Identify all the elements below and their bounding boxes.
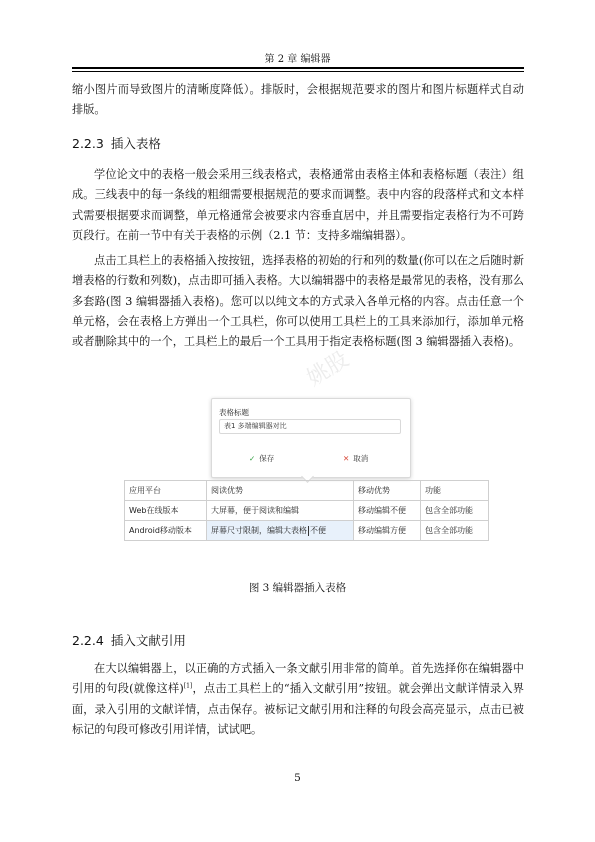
table-cell[interactable]: 移动编辑方便 (354, 521, 421, 541)
paragraph-text: 在大以编辑器上，以正确的方式插入一条文献引用非常的简单。首先选择你在编辑器中引用的句段(就像这样) (72, 662, 524, 696)
close-icon: ✕ (343, 454, 350, 463)
table-cell[interactable]: 应用平台 (125, 481, 207, 501)
section-heading-224 (72, 631, 186, 649)
body-paragraph-1: 学位论文中的表格一般会采用三线表格式，表格通常由表格主体和表格标题（表注）组成。三线表中的每一条线的粗细需要根据规范的要求而调整。表中内容的段落样式和文本样式需要根据要求而调整，单元格通常会被要求内容垂直居中，并且需要指定表格行为不可跨页段行。在前一节中有关于表格的示例（2.1 节：支持多端编辑器）。 (72, 168, 524, 242)
table-row (125, 521, 489, 541)
section-title: 插入表格 (110, 136, 161, 151)
section-number: 2.2.3 (72, 136, 104, 151)
paragraph-text: ，点击工具栏上的“插入文献引用”按钮。就会弹出文献详情录入界面，录入引用的文献详情，点击保存。被标记文献引用和注释的句段会高亮显示，点击已被标记的句段可修改引用详情，试试吧。 (72, 682, 524, 736)
body-paragraph-2: 点击工具栏上的表格插入按按钮，选择表格的初始的行和列的数量(你可以在之后随时新增表格的行数和列数)，点击即可插入表格。大以编辑器中的表格是最常见的表格，没有那么多套路(图 3 编辑器插入表格)。您可以以纯文本的方式录入各单元格的内容。点击任意一个单元格，会在表格上方弹出一个工具栏，你可以使用工具栏上的工具来添加行，添加单元格或者删除其中的一个，工具栏上的最后一个工具用于指定表格标题(图 3 编辑器插入表格)。 (72, 254, 524, 349)
caption-input[interactable]: 表1 多端编辑器对比 (219, 419, 401, 434)
watermark: 姚股 (302, 346, 354, 392)
sample-table (124, 480, 489, 541)
table-caption-popup (211, 398, 411, 478)
check-icon: ✓ (249, 454, 256, 463)
header-rule-thin (72, 71, 524, 72)
table-cell[interactable]: 移动编辑不便 (354, 501, 421, 521)
table-cell[interactable]: 功能 (421, 481, 489, 501)
section-number: 2.2.4 (72, 633, 104, 648)
table-cell[interactable]: 移动优势 (354, 481, 421, 501)
table-cell[interactable]: 阅读优势 (207, 481, 354, 501)
header-rule-thick (72, 67, 524, 69)
save-button[interactable] (249, 453, 274, 464)
table-cell[interactable]: Web在线版本 (125, 501, 207, 521)
section-title: 插入文献引用 (110, 633, 186, 648)
save-label: 保存 (259, 454, 275, 463)
body-paragraph-3 (72, 659, 524, 740)
popup-title: 表格标题 (219, 408, 249, 417)
figure-insert-table (124, 398, 492, 550)
table-row (125, 481, 489, 501)
table-row (125, 501, 489, 521)
intro-paragraph: 缩小图片而导致图片的清晰度降低）。排版时，会根据规范要求的图片和图片标题样式自动排版。 (72, 83, 524, 117)
table-cell-selected[interactable] (207, 521, 354, 541)
table-cell[interactable]: Android移动版本 (125, 521, 207, 541)
section-heading-223 (72, 134, 161, 152)
cell-text-after-cursor: 不便 (310, 526, 326, 535)
cell-text-before-cursor: 屏幕尺寸限制，编辑大表格 (211, 526, 307, 535)
figure-caption: 图 3 编辑器插入表格 (248, 582, 347, 594)
citation-marker[interactable]: [1] (183, 682, 193, 690)
table-cell[interactable]: 包含全部功能 (421, 521, 489, 541)
running-header: 第 2 章 编辑器 (264, 54, 331, 65)
page-number: 5 (294, 772, 301, 784)
cancel-button[interactable] (343, 453, 368, 464)
text-cursor (308, 526, 309, 536)
table-cell[interactable]: 大屏幕，便于阅读和编辑 (207, 501, 354, 521)
cancel-label: 取消 (353, 454, 369, 463)
table-cell[interactable]: 包含全部功能 (421, 501, 489, 521)
